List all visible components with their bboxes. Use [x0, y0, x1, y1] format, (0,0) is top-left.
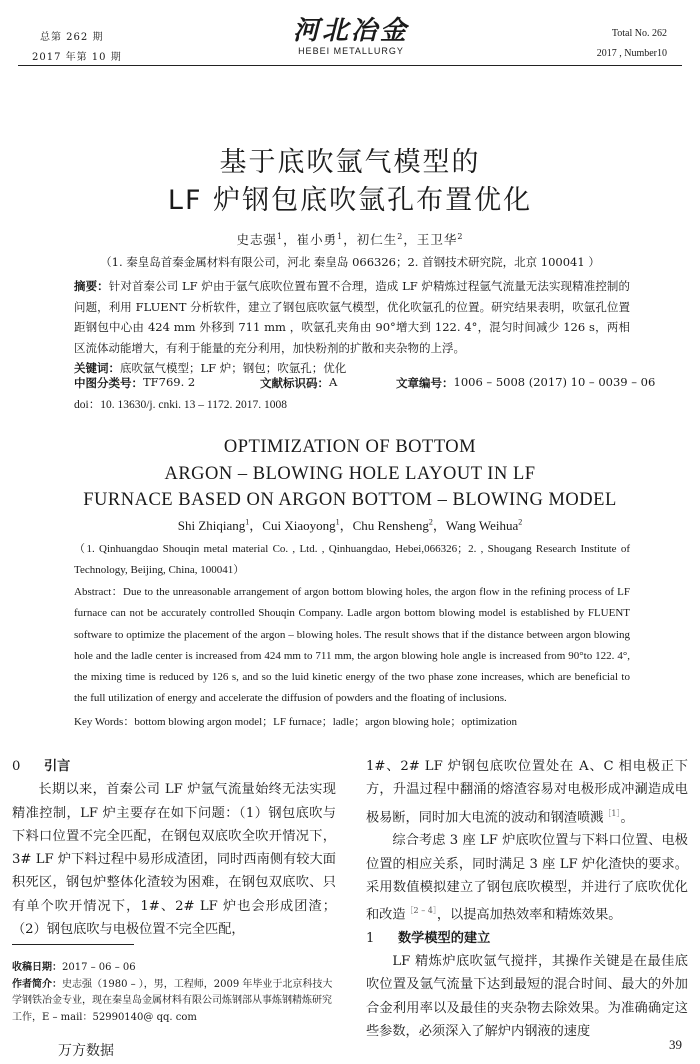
abstract-zh-label: 摘要：: [74, 279, 109, 293]
keywords-en-label: Key Words：: [74, 716, 135, 728]
document-code: A: [329, 375, 338, 389]
author-bio: 史志强（1980 – ），男，工程师，2009 年毕业于北京科技大学钢铁冶金专业，现在秦皇岛金属材料有限公司炼钢部从事炼钢精炼研究工作，E – mail：52990140@ qq. com: [12, 978, 333, 1023]
body-paragraph: 长期以来，首秦公司 LF 炉氩气流量始终无法实现精准控制，LF 炉主要存在如下问题：（1）钢包底吹与下料口位置不完全匹配，在钢包双底吹全吹开情况下，3# LF 炉下料过程中易形成渣团，同时西南侧有较大面积死区，钢包炉整体化渣较为困难，在钢包双底吹、只有单个吹开情况下，1#、2# LF 炉也会形成团渣；（2）钢包底吹与电极位置不完全匹配，: [12, 782, 336, 938]
abstract-zh: [74, 276, 630, 379]
author-name-en: Wang Weihua: [445, 518, 519, 533]
issue-date-zh: 2017 年第 10 期: [32, 52, 122, 63]
author-name-en: Cui Xiaoyong: [262, 518, 336, 533]
article-number: 1006 – 5008 (2017) 10 – 0039 – 06: [453, 375, 656, 389]
keywords-zh-label: 关键词：: [74, 361, 120, 375]
author-name: 史志强: [236, 232, 278, 247]
issue-total-zh: 总第 262 期: [40, 32, 104, 43]
abstract-en-label: Abstract：: [74, 586, 124, 598]
body-right-column: [366, 755, 688, 1043]
title-en-line1: OPTIMIZATION OF BOTTOM: [223, 437, 477, 457]
citation: ［2 – 4］: [405, 906, 437, 916]
affiliations-zh: （1. 秦皇岛首秦金属材料有限公司，河北 秦皇岛 066326；2. 首钢技术研究院，北京 100041 ）: [100, 255, 600, 269]
abstract-en-text: Due to the unreasonable arrangement of argon bottom blowing holes, the argon flow in the refining process of LF furnace can not be accurately controlled Shouqin Company. Ladle argon bottom blowing model is established by FLUENT software to optimize the placement of the argon – blowing holes. The result shows that if the distance between argon blowing hole and the ladle center is increased from 424 mm to 711 mm, the argon blowing hole angle is increased from 90°to 122. 4°, the mixing time is reduced by 126 s, and so the luid kinetic energy of the two phase zone increases, which are beneficial to the full utilization of energy and accelerate the diffusion of powders and the floating of inclusions.: [74, 586, 630, 705]
authors-zh: 史志强$^1$，崔小勇$^1$，初仁生$^2$，王卫华$^2$: [236, 231, 464, 247]
author-name: 初仁生: [356, 232, 398, 247]
author-name: 王卫华: [416, 232, 458, 247]
keywords-en: [74, 713, 517, 729]
affiliations-en: （1. Qinhuangdao Shouqin metal material Co. , Ltd. , Qinhuangdao, Hebei,066326；2. , Shougang Research Institute of Technology, Beijing, China, 100041）: [74, 543, 630, 577]
title-zh-line2: LF 炉钢包底吹氩孔布置优化: [167, 185, 533, 216]
journal-logo: [286, 16, 416, 56]
journal-name-en: HEBEI METALLURGY: [298, 46, 404, 56]
running-header: [0, 0, 700, 66]
body-left-column: [12, 755, 336, 941]
page-number: 39: [669, 1037, 682, 1052]
title-en-line3: FURNACE BASED ON ARGON BOTTOM – BLOWING MODEL: [83, 490, 617, 510]
clc-number: TF769. 2: [143, 375, 196, 389]
doi: doi：10. 13630/j. cnki. 13 – 1172. 2017. 1008: [74, 399, 287, 411]
author-name-en: Shi Zhiqiang: [177, 518, 246, 533]
citation: ［1］: [603, 808, 621, 818]
issue-date-en: 2017 , Number10: [596, 48, 667, 59]
authors-en: Shi Zhiqiang$^1$，Cui Xiaoyong$^1$，Chu Rensheng$^2$，Wang Weihua$^2$: [177, 517, 523, 533]
body-paragraph: 综合考虑 3 座 LF 炉底吹位置与下料口位置、电极位置的相应关系，同时满足 3 座 LF 炉化渣快的要求。采用数值模拟建立了钢包底吹模型，并进行了底吹优化和改造$^{[2 - 4]}$，以提高加热效率和精炼效果。: [366, 833, 688, 923]
watermark: 万方数据: [58, 1043, 114, 1059]
keywords-zh-text: 底吹氩气模型；LF 炉；钢包；吹氩孔；优化: [120, 361, 347, 375]
abstract-zh-text: 针对首秦公司 LF 炉由于氩气底吹位置布置不合理，造成 LF 炉精炼过程氩气流量无法实现精准控制的问题，利用 FLUENT 分析软件，建立了钢包底吹氩气模型，优化吹氩孔的位置。研究结果表明，吹氩孔位置距钢包中心由 424 mm 外移到 711 mm ，吹氩孔夹角由 90°增大到 122. 4°，混匀时间减少 126 s，两相区流体动能增大，有利于能量的充分利用，加快粉剂的扩散和夹杂物的上浮。: [74, 279, 630, 355]
journal-name-zh: 河北冶金: [292, 16, 409, 46]
section-heading-model: 1 数学模型的建立: [366, 930, 491, 946]
title-en-line2: ARGON – BLOWING HOLE LAYOUT IN LF: [164, 464, 536, 484]
section-heading-intro: 0 引言: [12, 759, 71, 774]
abstract-en: [74, 582, 630, 710]
title-zh-line1: 基于底吹氩气模型的: [219, 147, 481, 178]
header-rule: [18, 65, 682, 66]
footnote-rule: [12, 944, 134, 945]
author-name: 崔小勇: [296, 232, 338, 247]
body-paragraph: LF 精炼炉底吹氩气搅拌，其操作关键是在最佳底吹位置及氩气流量下达到最短的混合时间、最大的外加合金利用率以及最佳的夹杂物去除效果。为准确确定这些参数，必须深入了解炉内钢液的速度: [366, 954, 688, 1040]
issue-total-en: Total No. 262: [611, 28, 667, 39]
body-paragraph: 1#、2# LF 炉钢包底吹位置处在 A、C 相电极正下方，升温过程中翻涌的熔渣容易对电极形成冲涮造成电极易断，同时加大电流的波动和钢渣喷溅$^{[1]}$。: [366, 759, 688, 825]
footnote: 收稿日期：2017 – 06 – 06 作者简介：史志强（1980 – ），男，工程师，2009 年毕业于北京科技大学钢铁冶金专业，现在秦皇岛金属材料有限公司炼钢部从事炼钢精炼研究工作，E – mail：52990140@ qq. com: [12, 962, 333, 1023]
keywords-en-text: bottom blowing argon model；LF furnace；ladle；argon blowing hole；optimization: [134, 716, 518, 728]
received-date: 2017 – 06 – 06: [62, 962, 136, 973]
author-name-en: Chu Rensheng: [352, 518, 429, 533]
